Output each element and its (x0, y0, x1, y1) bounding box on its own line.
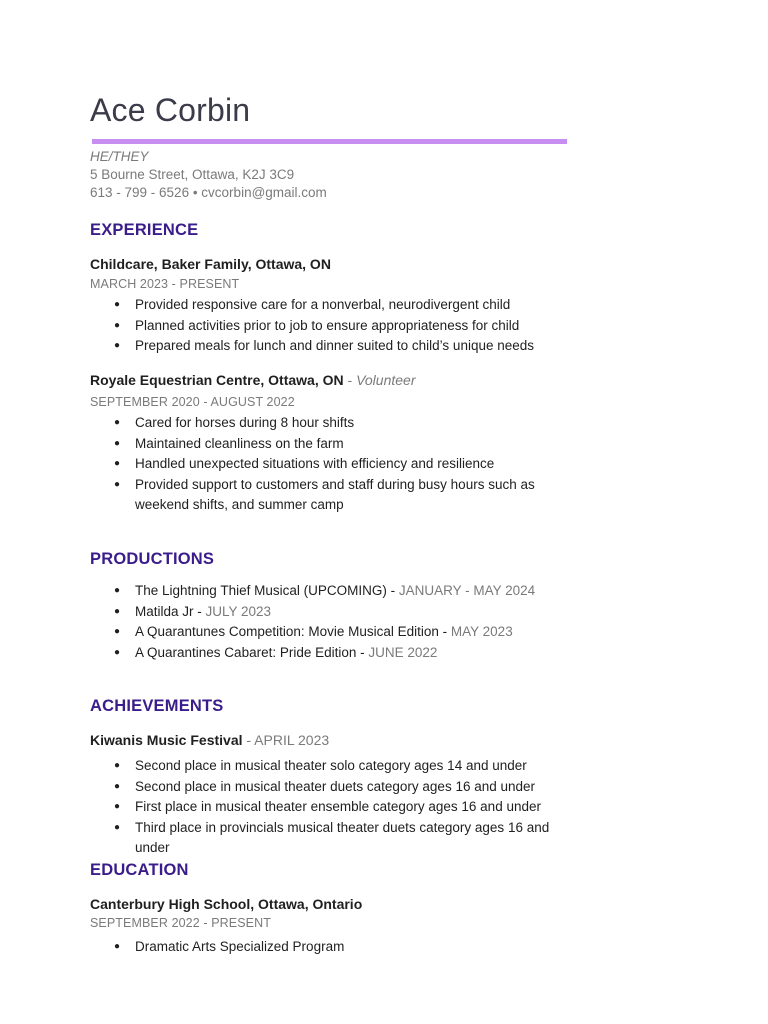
entry-date: SEPTEMBER 2022 - PRESENT (90, 916, 271, 930)
list-item: ● Planned activities prior to job to ensure appropriateness for child (90, 316, 560, 337)
list-item: ● Matilda Jr - JULY 2023 (90, 602, 560, 623)
list-item: ● Second place in musical theater duets category ages 16 and under (90, 777, 560, 798)
production-date: JANUARY - MAY 2024 (398, 583, 536, 598)
list-item: ● First place in musical theater ensemble category ages 16 and under (90, 797, 560, 818)
section-title-education: EDUCATION (90, 861, 189, 879)
list-item: ● Provided support to customers and staff during busy hours such as weekend shifts, and summer camp (90, 475, 560, 516)
bullet-list (90, 295, 560, 357)
bullet-list (90, 937, 560, 958)
entry-date: APRIL 2023 (254, 732, 330, 748)
entry-title (90, 732, 329, 748)
section-title-productions: PRODUCTIONS (90, 550, 215, 568)
address: 5 Bourne Street, Ottawa, K2J 3C9 (90, 167, 295, 182)
bullet-list (90, 413, 560, 516)
entry-title-text: Kiwanis Music Festival (90, 732, 243, 748)
accent-divider (92, 139, 567, 144)
production-date: JULY 2023 (205, 603, 272, 619)
entry-separator: - (242, 732, 255, 748)
entry-title-text: Royale Equestrian Centre, Ottawa, ON (90, 372, 344, 388)
section-title-experience: EXPERIENCE (90, 221, 199, 239)
entry-date: SEPTEMBER 2020 - AUGUST 2022 (90, 395, 295, 409)
list-item: ● The Lightning Thief Musical (UPCOMING) - JANUARY - MAY 2024 (90, 581, 560, 602)
list-item: ● Third place in provincials musical theater duets category ages 16 and under (90, 818, 560, 859)
entry-role: Volunteer (356, 372, 416, 388)
list-item: ● Dramatic Arts Specialized Program (90, 937, 560, 958)
pronouns: HE/THEY (90, 149, 149, 164)
section-title-achievements: ACHIEVEMENTS (90, 697, 224, 715)
production-date: MAY 2023 (450, 624, 513, 639)
entry-date: MARCH 2023 - PRESENT (90, 277, 240, 291)
bullet-list (90, 756, 560, 859)
entry-separator: - (343, 372, 357, 388)
contact-info: 613 - 799 - 6526 • cvcorbin@gmail.com (90, 185, 327, 200)
list-item: ● Cared for horses during 8 hour shifts (90, 413, 560, 434)
entry-title (90, 372, 416, 388)
list-item: ● A Quarantines Cabaret: Pride Edition - JUNE 2022 (90, 643, 560, 664)
bullet-list (90, 581, 560, 663)
list-item: ● Prepared meals for lunch and dinner suited to child’s unique needs (90, 336, 560, 357)
production-date: JUNE 2022 (368, 644, 438, 660)
list-item: ● A Quarantunes Competition: Movie Musical Edition - MAY 2023 (90, 622, 560, 643)
candidate-name: Ace Corbin (90, 92, 251, 128)
list-item: ● Provided responsive care for a nonverbal, neurodivergent child (90, 295, 560, 316)
entry-title: Childcare, Baker Family, Ottawa, ON (90, 256, 331, 272)
list-item: ● Handled unexpected situations with efficiency and resilience (90, 454, 560, 475)
list-item: ● Maintained cleanliness on the farm (90, 434, 560, 455)
list-item: ● Second place in musical theater solo category ages 14 and under (90, 756, 560, 777)
entry-title: Canterbury High School, Ottawa, Ontario (90, 896, 363, 912)
